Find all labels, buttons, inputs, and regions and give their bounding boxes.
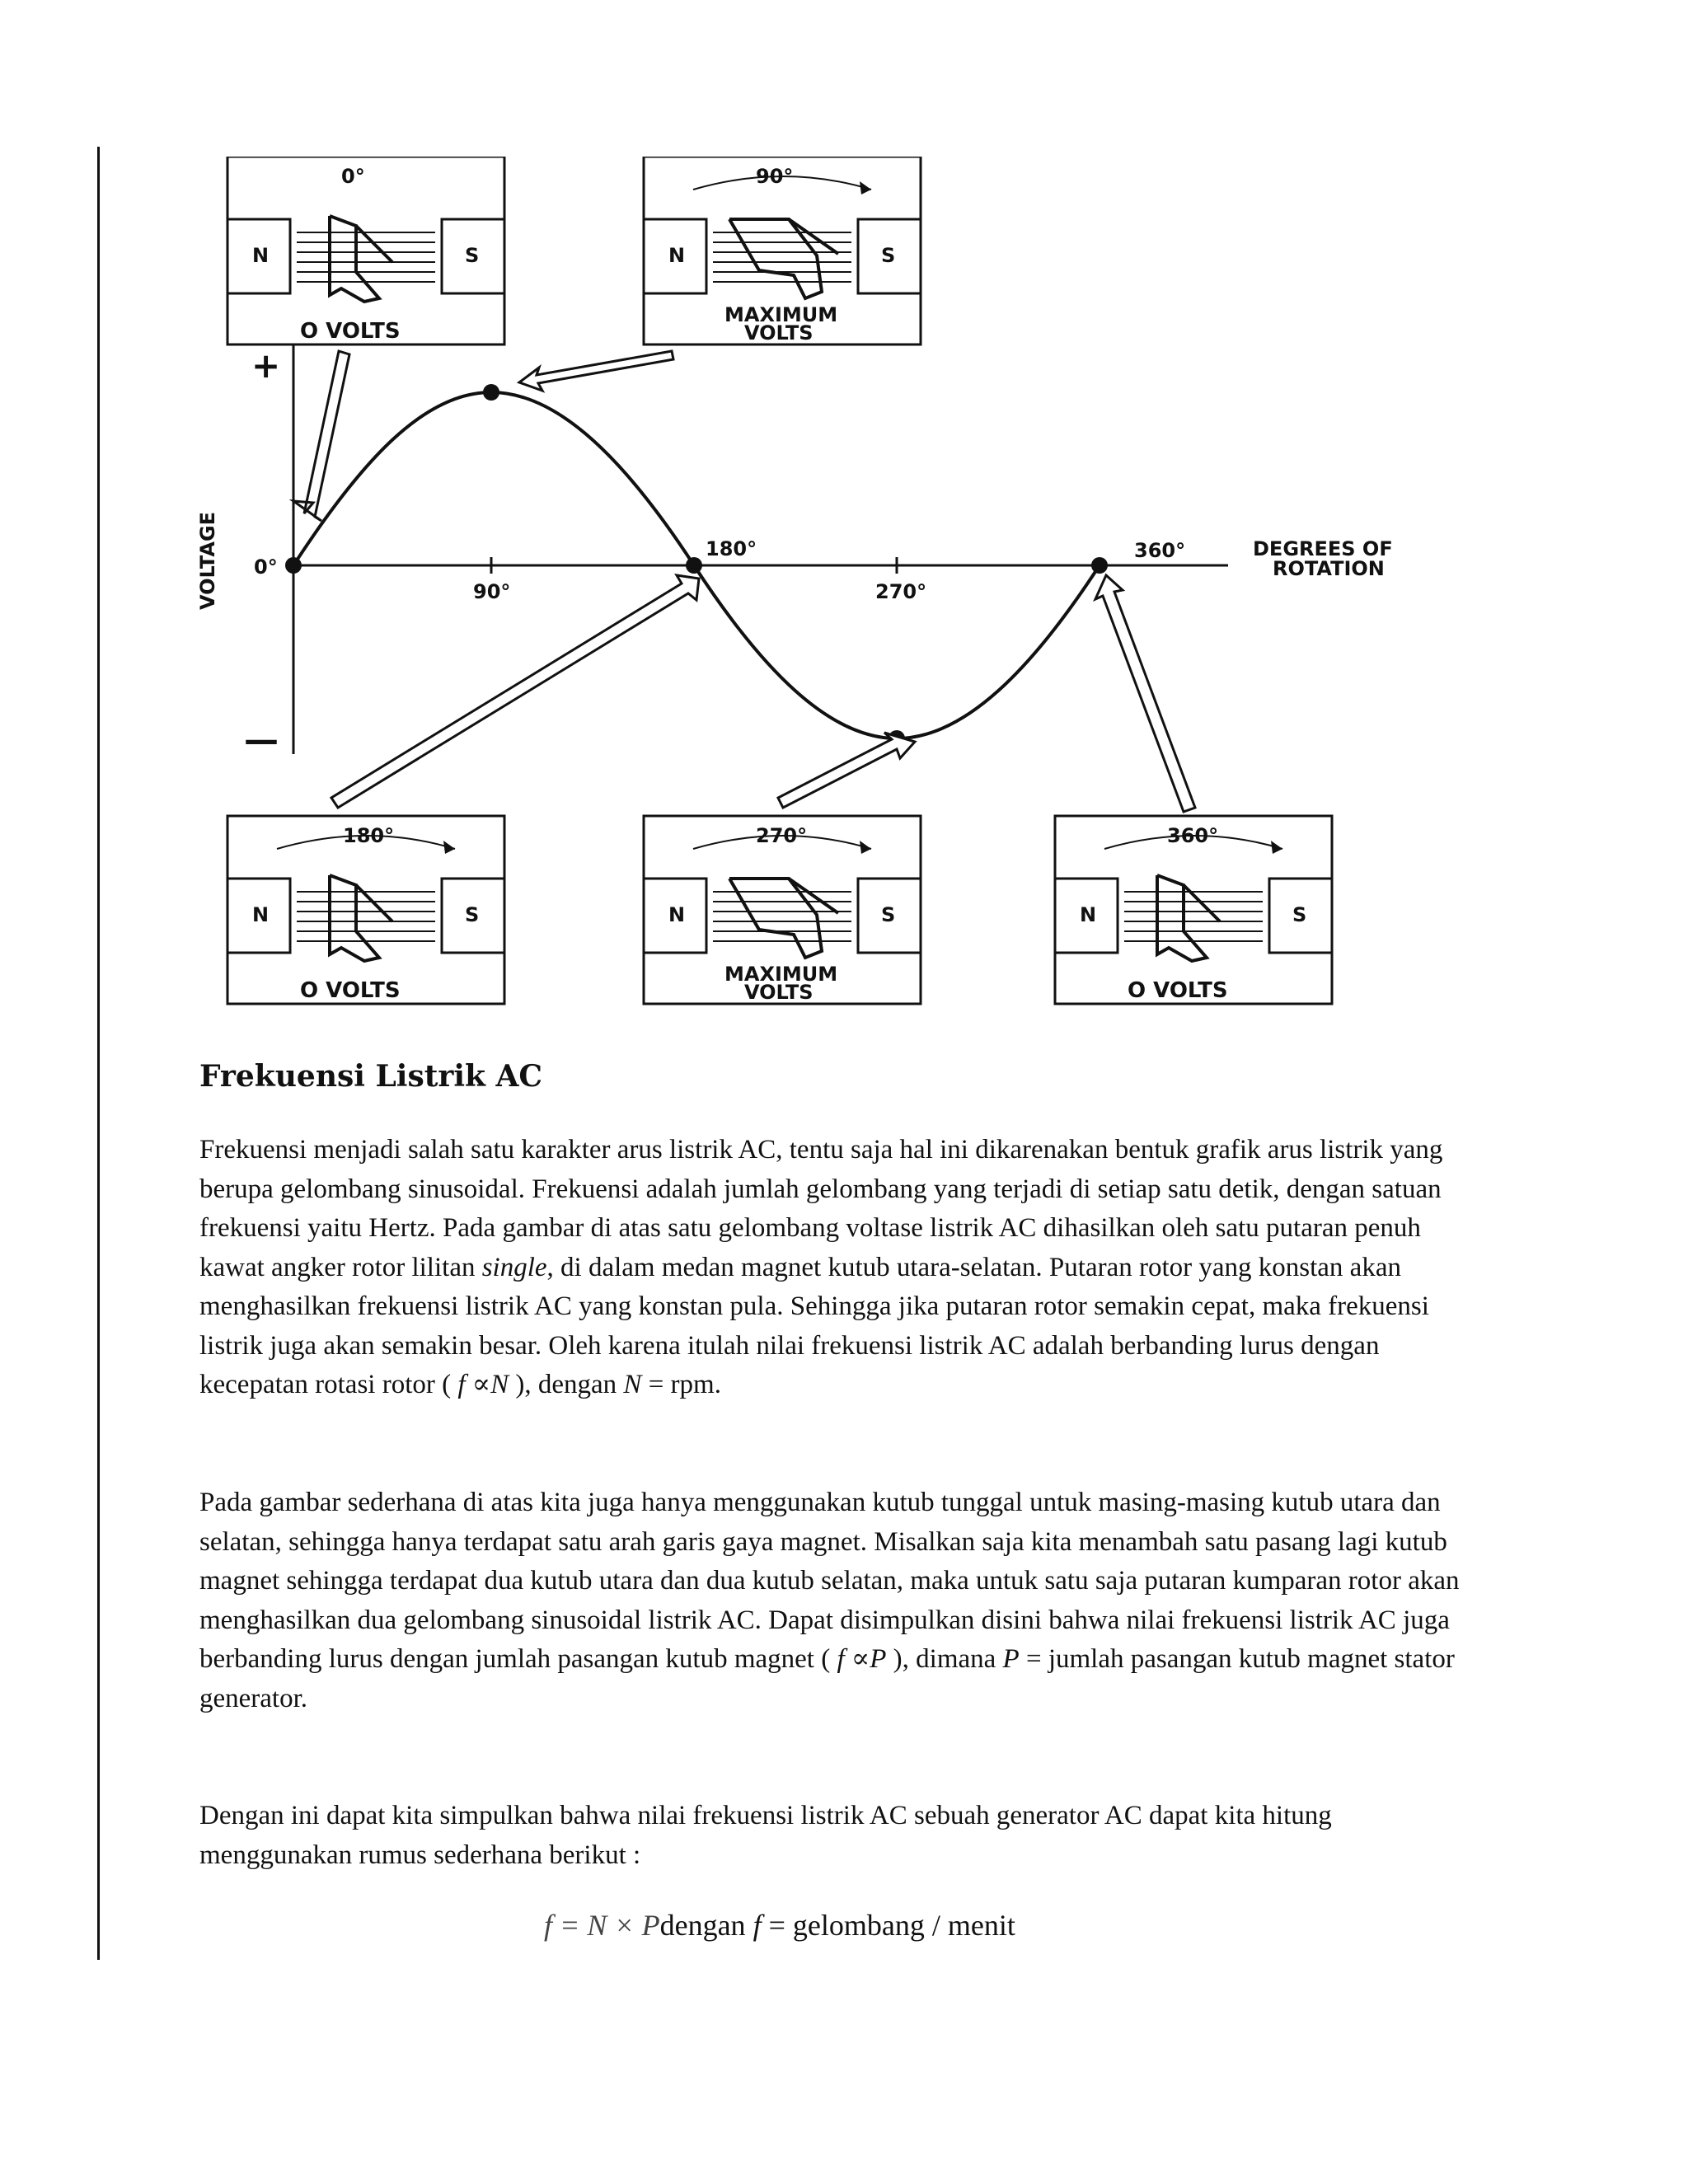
p2-text-a: Pada gambar sederhana di atas kita juga hanya menggunakan kutub tunggal untuk masing-masing kutub utara dan selatan, sehingga hanya terdapat satu arah garis gaya magnet. Misalkan saja kita menambah satu pasang lagi kutub magnet sehingga terdapat dua kutub utara dan dua kutub selatan, maka untuk satu saja putaran kumparan rotor akan menghasilkan dua gelombang sinusoidal listrik AC. Dapat disimpulkan disini bahwa nilai frekuensi listrik AC juga berbanding lurus dengan jumlah pasangan kutub magnet ( xyxy=(199,1488,1460,1674)
plus-sign: + xyxy=(251,345,281,386)
point-90 xyxy=(483,384,499,401)
tick-label-270: 270° xyxy=(875,580,927,603)
p2-relation: f ∝P xyxy=(837,1644,887,1674)
figure-svg xyxy=(190,157,1459,1030)
p1-variable: N xyxy=(623,1370,642,1399)
box-360-north: N xyxy=(1080,903,1097,926)
frequency-formula xyxy=(544,1908,1015,1943)
rotor-box-270 xyxy=(644,816,921,1004)
voltage-axis-label: VOLTAGE xyxy=(196,511,219,610)
p2-text-c: = jumlah pasangan kutub magnet stator generator. xyxy=(199,1644,1455,1713)
paragraph-1 xyxy=(199,1131,1485,1405)
formula-math: f = N × P xyxy=(544,1909,660,1942)
rotor-box-360 xyxy=(1055,816,1332,1004)
box-90-caption1: MAXIMUM xyxy=(724,303,838,326)
p1-text-c: ), dengan xyxy=(509,1370,624,1399)
tick-label-90: 90° xyxy=(473,580,511,603)
box-0-angle: 0° xyxy=(341,165,365,188)
rotor-box-90 xyxy=(644,157,921,344)
box-0-north: N xyxy=(252,244,270,267)
box-270-north: N xyxy=(668,903,686,926)
paragraph-2 xyxy=(199,1483,1485,1718)
formula-text-a: dengan xyxy=(659,1909,753,1942)
formula-text-b: = gelombang / menit xyxy=(761,1909,1015,1942)
box-90-caption2: VOLTS xyxy=(744,321,814,344)
point-0 xyxy=(285,557,302,574)
rotor-box-180 xyxy=(227,816,504,1004)
box-0-caption: O VOLTS xyxy=(300,319,401,344)
rotor-box-0 xyxy=(227,157,504,344)
rotation-label-line1: DEGREES OF xyxy=(1253,537,1393,560)
box-180-angle: 180° xyxy=(343,824,395,847)
rotation-label-line2: ROTATION xyxy=(1273,557,1385,580)
box-90-north: N xyxy=(668,244,686,267)
box-0-south: S xyxy=(465,244,480,267)
box-180-caption: O VOLTS xyxy=(300,978,401,1003)
box-270-caption2: VOLTS xyxy=(744,981,814,1004)
tick-label-0: 0° xyxy=(254,555,278,579)
box-270-angle: 270° xyxy=(756,824,808,847)
box-180-north: N xyxy=(252,903,270,926)
generator-rotation-figure xyxy=(190,157,1459,1030)
box-270-south: S xyxy=(881,903,896,926)
tick-label-180: 180° xyxy=(706,537,757,560)
arrows xyxy=(293,351,1195,812)
p2-variable: P xyxy=(1002,1644,1020,1674)
margin-rule xyxy=(97,147,100,1960)
p2-text-b: ), dimana xyxy=(886,1644,1003,1674)
point-360 xyxy=(1091,557,1108,574)
p1-emphasis: single xyxy=(481,1252,547,1282)
section-heading: Frekuensi Listrik AC xyxy=(199,1059,543,1094)
p1-text-d: = rpm. xyxy=(641,1370,721,1399)
p1-relation: f ∝N xyxy=(457,1370,509,1399)
p1-text-a: Frekuensi menjadi salah satu karakter arus listrik AC, tentu saja hal ini dikarenakan bentuk grafik arus listrik yang berupa gelombang sinusoidal. Frekuensi adalah jumlah gelombang yang terjadi di setiap satu detik, dengan satuan frekuensi yaitu Hertz. Pada gambar di atas satu gelombang voltase listrik AC dihasilkan oleh satu putaran penuh kawat angker rotor lilitan xyxy=(199,1135,1443,1282)
point-180 xyxy=(686,557,702,574)
tick-label-360: 360° xyxy=(1134,539,1186,562)
formula-variable: f xyxy=(753,1909,762,1942)
p1-text-b: , di dalam medan magnet kutub utara-selatan. Putaran rotor yang konstan akan menghasilkan frekuensi listrik AC yang konstan pula. Sehingga jika putaran rotor semakin cepat, maka frekuensi listrik juga akan semakin besar. Oleh karena itulah nilai frekuensi listrik AC adalah berbanding lurus dengan kecepatan rotasi rotor ( xyxy=(199,1252,1429,1399)
box-360-south: S xyxy=(1292,903,1307,926)
box-90-south: S xyxy=(881,244,896,267)
box-270-caption1: MAXIMUM xyxy=(724,963,838,986)
paragraph-3: Dengan ini dapat kita simpulkan bahwa nilai frekuensi listrik AC sebuah generator AC dapat kita hitung menggunakan rumus sederhana berikut : xyxy=(199,1801,1332,1870)
box-360-caption: O VOLTS xyxy=(1128,978,1228,1003)
box-360-angle: 360° xyxy=(1167,824,1219,847)
box-90-angle: 90° xyxy=(756,165,794,188)
box-180-south: S xyxy=(465,903,480,926)
minus-sign: — xyxy=(244,719,279,760)
